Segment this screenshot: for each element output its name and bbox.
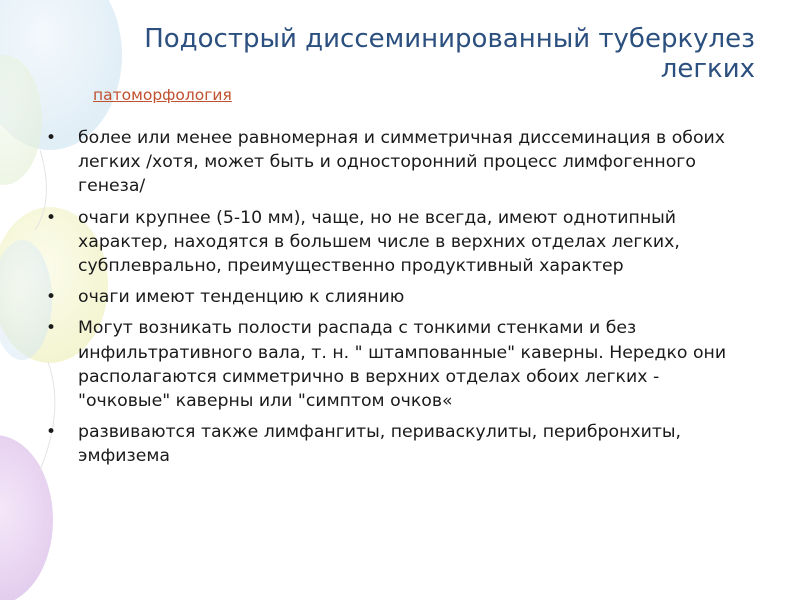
- bullet-text: развиваются также лимфангиты, периваскулиты, перибронхиты, эмфизема: [78, 422, 682, 467]
- bullet-item: [46, 126, 746, 199]
- bullet-text: Могут возникать полости распада с тонкими стенками и без инфильтративного вала, т. н. " штампованные" каверны. Нередко они располагаются симметрично в верхних отделах обоих легких - "очковые" каверны или "симптом очков«: [78, 318, 727, 412]
- bullet-dot-icon: •: [46, 128, 57, 148]
- bullet-list: [46, 126, 746, 476]
- bullet-dot-icon: •: [46, 318, 57, 339]
- bullet-item: [46, 316, 746, 413]
- bullet-dot-icon: •: [46, 207, 57, 228]
- bullet-dot-icon: •: [46, 422, 57, 443]
- slide-subtitle: патоморфология: [93, 86, 232, 104]
- bullet-text: очаги имеют тенденцию к слиянию: [78, 287, 405, 308]
- bullet-item: [46, 206, 746, 279]
- bullet-item: [46, 285, 746, 309]
- bullet-item: [46, 420, 746, 468]
- bullet-dot-icon: •: [46, 287, 57, 308]
- slide-title: Подострый диссеминированный туберкулез легких: [144, 24, 755, 84]
- bullet-text: более или менее равномерная и симметричная диссеминация в обоих легких /хотя, может быть и односторонний процесс лимфогенного генеза/: [78, 128, 726, 197]
- bullet-text: очаги крупнее (5-10 мм), чаще, но не всегда, имеют однотипный характер, находятся в большем числе в верхних отделах легких, субплеврально, преимущественно продуктивный характер: [78, 207, 680, 277]
